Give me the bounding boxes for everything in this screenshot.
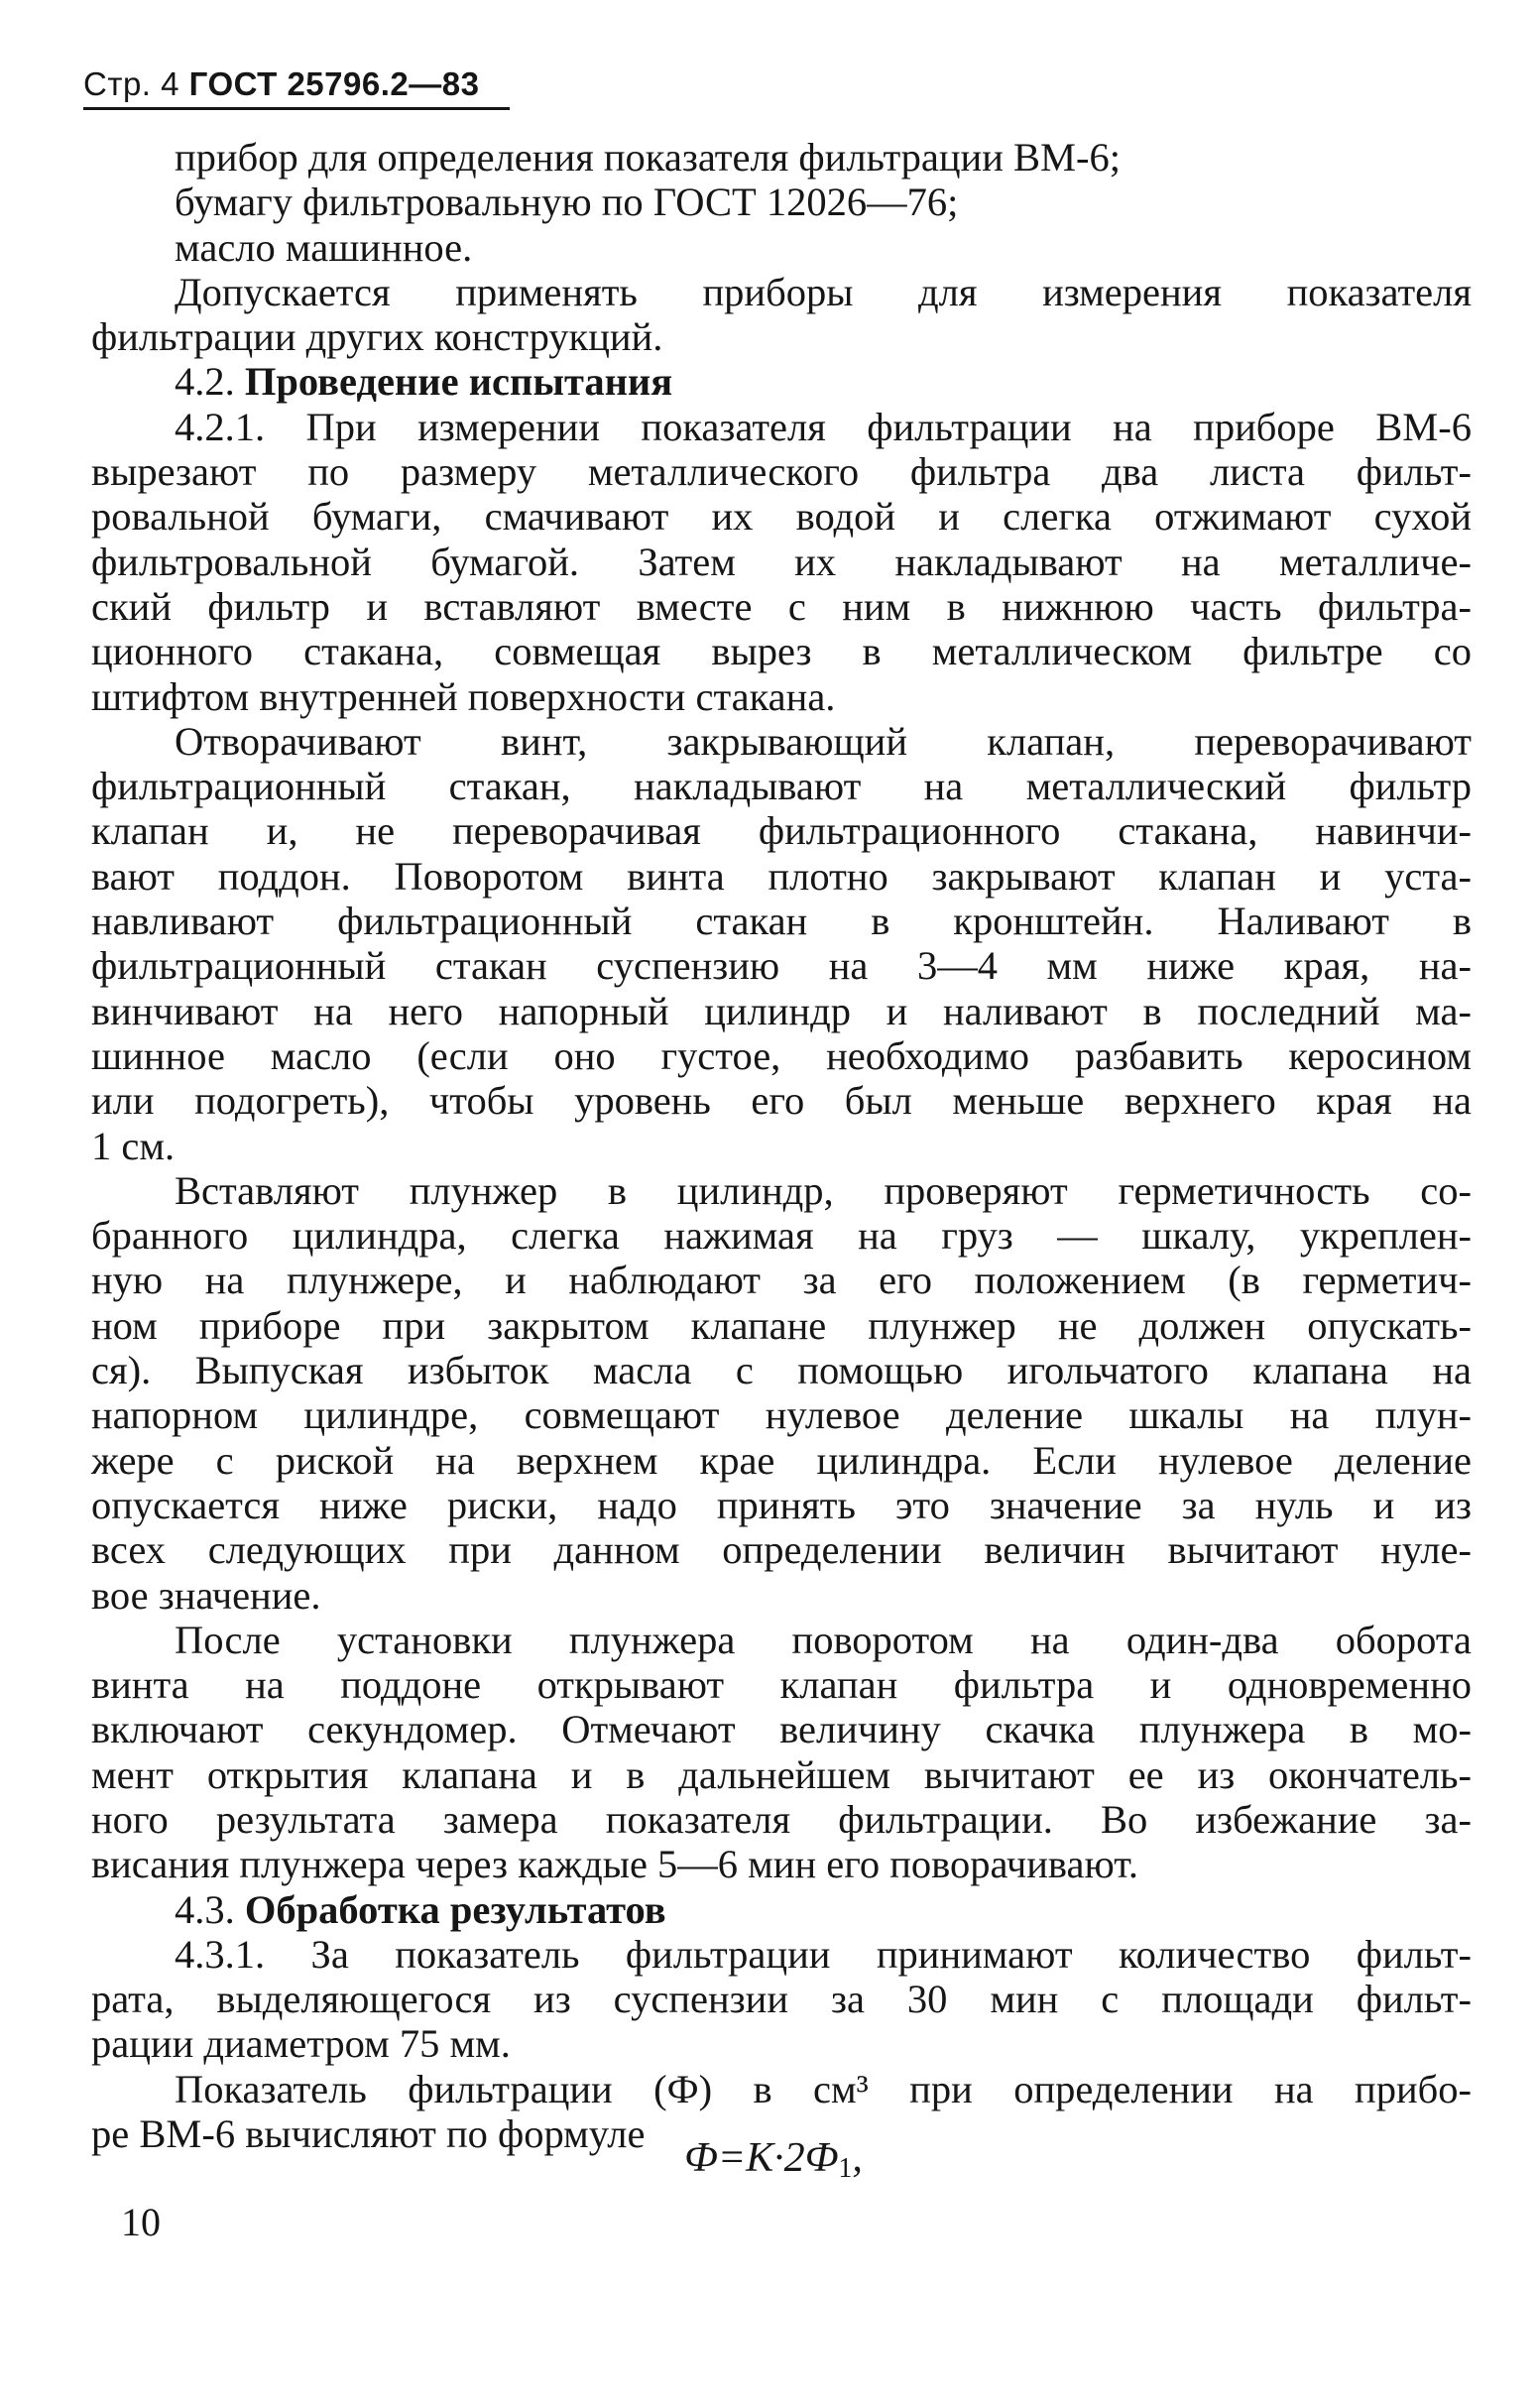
text-line: шинное масло (если оно густое, необходимо разбавить керосином	[91, 1032, 1472, 1078]
text-line: 4.2.1. При измерении показателя фильтрации на приборе ВМ-6	[175, 404, 1472, 449]
text-line: ре ВМ-6 вычисляют по формуле	[91, 2111, 646, 2157]
text-line: масло машинное.	[175, 224, 473, 270]
text-line: винта на поддоне открывают клапан фильтра и одновременно	[91, 1662, 1472, 1708]
formula-trail: ,	[852, 2135, 863, 2181]
section-title: Обработка результатов	[244, 1886, 666, 1932]
section-title: Проведение испытания	[244, 359, 673, 405]
section-number: 4.2.	[175, 359, 235, 405]
text-line: Допускается применять приборы для измерения показателя	[175, 269, 1472, 314]
text-line: ного результата замера показателя фильтрации. Во избежание за-	[91, 1796, 1472, 1842]
text-line: ся). Выпуская избыток масла с помощью игольчатого клапана на	[91, 1348, 1472, 1393]
formula	[684, 2134, 863, 2185]
text-line: прибор для определения показателя фильтрации ВМ-6;	[175, 135, 1122, 180]
header-rule	[83, 107, 510, 110]
text-line: рации диаметром 75 мм.	[91, 2021, 511, 2067]
text-line: фильтрационный стакан суспензию на 3—4 мм ниже края, на-	[91, 943, 1472, 989]
text-line: ровальной бумаги, смачивают их водой и слегка отжимают сухой	[91, 494, 1472, 540]
text-line: вое значение.	[91, 1572, 321, 1618]
text-line: винчивают на него напорный цилиндр и наливают в последний ма-	[91, 988, 1472, 1033]
text-line: клапан и, не переворачивая фильтрационного стакана, навинчи-	[91, 808, 1472, 854]
text-line: Отворачивают винт, закрывающий клапан, переворачивают	[175, 718, 1472, 764]
text-line: или подогреть), чтобы уровень его был меньше верхнего края на	[91, 1078, 1472, 1124]
document-body	[91, 135, 1472, 2156]
standard-number: ГОСТ 25796.2—83	[188, 65, 480, 102]
text-line: После установки плунжера поворотом на один-два оборота	[175, 1617, 1472, 1662]
text-line: напорном цилиндре, совмещают нулевое деление шкалы на плун-	[91, 1392, 1472, 1438]
text-line: висания плунжера через каждые 5—6 мин его поворачивают.	[91, 1842, 1138, 1887]
text-line: жере с риской на верхнем крае цилиндра. Если нулевое деление	[91, 1437, 1472, 1483]
text-line: ном приборе при закрытом клапане плунжер не должен опускать-	[91, 1302, 1472, 1348]
text-line: ционного стакана, совмещая вырез в металлическом фильтре со	[91, 629, 1472, 674]
section-number: 4.3.	[175, 1886, 235, 1932]
text-line: всех следующих при данном определении величин вычитают нуле-	[91, 1527, 1472, 1573]
section-heading	[91, 359, 1472, 404]
text-line: бумагу фильтровальную по ГОСТ 12026—76;	[175, 180, 959, 225]
text-line: 1 см.	[91, 1123, 176, 1168]
text-line: фильтрации других конструкций.	[91, 314, 663, 360]
text-line: 4.3.1. За показатель фильтрации принимают количество фильт-	[175, 1931, 1472, 1977]
text-line: опускается ниже риски, надо принять это значение за нуль и из	[91, 1482, 1472, 1527]
text-line: вают поддон. Поворотом винта плотно закрывают клапан и уста-	[91, 853, 1472, 899]
text-line: навливают фильтрационный стакан в кронштейн. Наливают в	[91, 899, 1472, 944]
text-line: бранного цилиндра, слегка нажимая на груз — шкалу, укреплен-	[91, 1213, 1472, 1259]
text-line: Показатель фильтрации (Ф) в см³ при определении на прибо-	[175, 2066, 1472, 2111]
formula-main: Ф=K·2Ф	[684, 2135, 839, 2181]
text-line: фильтровальной бумагой. Затем их накладывают на металличе-	[91, 539, 1472, 584]
page-header	[83, 65, 479, 103]
formula-subscript: 1	[838, 2153, 853, 2184]
text-line: Вставляют плунжер в цилиндр, проверяют герметичность со-	[175, 1167, 1472, 1213]
text-line: мент открытия клапана и в дальнейшем вычитают ее из окончатель-	[91, 1751, 1472, 1797]
text-line: ский фильтр и вставляют вместе с ним в нижнюю часть фильтра-	[91, 583, 1472, 629]
page-label: Стр. 4	[83, 65, 179, 102]
text-line: ную на плунжере, и наблюдают за его положением (в герметич-	[91, 1258, 1472, 1303]
text-line: вырезают по размеру металлического фильтра два листа фильт-	[91, 449, 1472, 495]
text-line: штифтом внутренней поверхности стакана.	[91, 673, 836, 719]
page-number: 10	[121, 2200, 161, 2244]
text-line: фильтрационный стакан, накладывают на металлический фильтр	[91, 764, 1472, 809]
section-heading	[91, 1887, 1472, 1932]
text-line: включают секундомер. Отмечают величину скачка плунжера в мо-	[91, 1707, 1472, 1752]
text-line: рата, выделяющегося из суспензии за 30 мин с площади фильт-	[91, 1977, 1472, 2022]
